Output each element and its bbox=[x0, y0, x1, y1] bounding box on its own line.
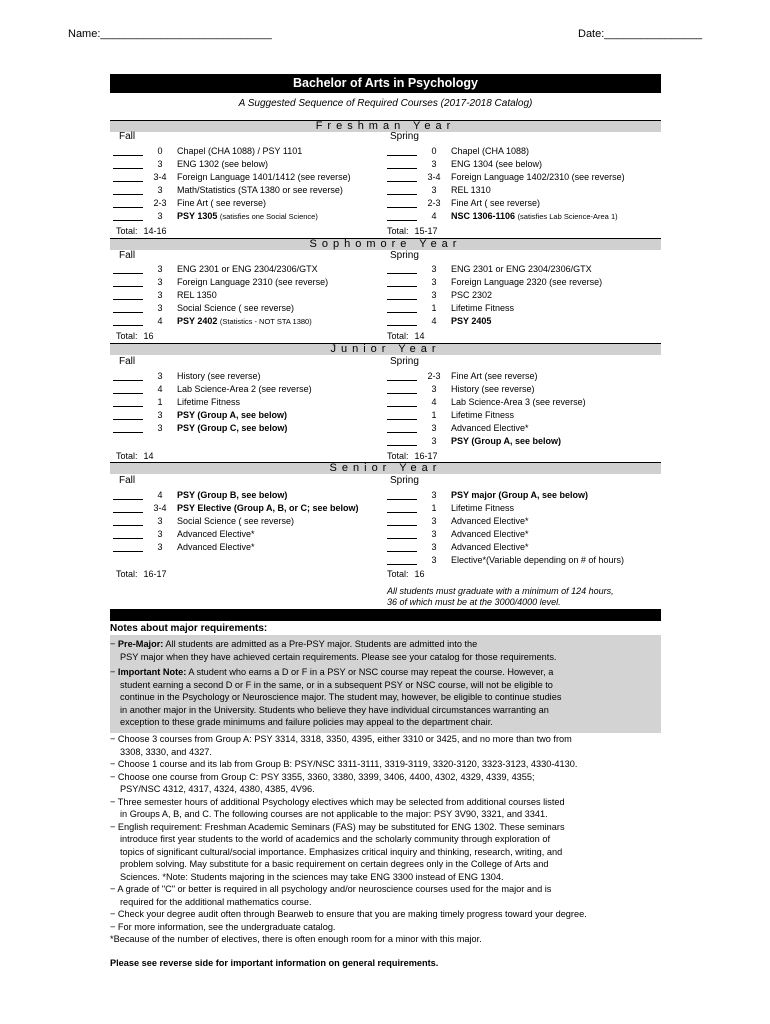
graduation-note bbox=[387, 586, 614, 608]
note-line: PSY/NSC 4312, 4317, 4324, 4380, 4385, 4V96. bbox=[120, 784, 315, 794]
credit-hours: 4 bbox=[431, 397, 437, 407]
course-name: PSY Elective (Group A, B, or C; see below) bbox=[177, 503, 359, 513]
course-name: Advanced Elective* bbox=[451, 529, 529, 539]
credit-hours: 4 bbox=[157, 490, 163, 500]
final-note: Please see reverse side for important information on general requirements. bbox=[110, 958, 439, 968]
grade-blank[interactable] bbox=[113, 489, 143, 500]
fall-total bbox=[116, 569, 167, 579]
year-header: Freshman Year bbox=[110, 120, 661, 132]
note-line: in another major in the University. Students who believe they have individual circumstances warranting an bbox=[120, 704, 549, 715]
credit-hours: 1 bbox=[431, 503, 437, 513]
credit-hours: 3-4 bbox=[427, 172, 441, 182]
grade-blank[interactable] bbox=[113, 396, 143, 407]
course-name: PSY (Group B, see below) bbox=[177, 490, 288, 500]
spring-label: Spring bbox=[390, 356, 419, 367]
grade-blank[interactable] bbox=[113, 502, 143, 513]
note-line: PSY major when they have achieved certain requirements. Please see your catalog for those requirements. bbox=[120, 651, 557, 662]
credit-hours: 0 bbox=[431, 146, 437, 156]
credit-hours: 3 bbox=[431, 185, 437, 195]
course-name: ENG 1304 (see below) bbox=[451, 159, 543, 169]
course-name: ENG 1302 (see below) bbox=[177, 159, 269, 169]
course-name: Advanced Elective* bbox=[451, 542, 529, 552]
important-label: Important Note: bbox=[117, 667, 187, 677]
grade-blank[interactable] bbox=[387, 158, 417, 169]
grade-blank[interactable] bbox=[387, 422, 417, 433]
course-name: Foreign Language 1401/1412 (see reverse) bbox=[177, 172, 351, 182]
credit-hours: 3-4 bbox=[153, 503, 167, 513]
fall-total bbox=[116, 451, 154, 461]
credit-hours: 3 bbox=[431, 490, 437, 500]
course-name: ENG 2301 or ENG 2304/2306/GTX bbox=[177, 264, 318, 274]
credit-hours: 1 bbox=[431, 410, 437, 420]
graduation-note-line: All students must graduate with a minimum of 124 hours, bbox=[387, 586, 614, 596]
grade-blank[interactable] bbox=[387, 145, 417, 156]
grade-blank[interactable] bbox=[113, 515, 143, 526]
note-line: exception to these grade minimums and failure policies may appeal to the department chair. bbox=[120, 717, 493, 727]
note-line: − Check your degree audit often through Bearweb to ensure that you are making timely progress toward your degree. bbox=[110, 909, 587, 919]
note-line: *Because of the number of electives, there is often enough room for a minor with this major. bbox=[110, 934, 482, 944]
grade-blank[interactable] bbox=[387, 184, 417, 195]
note-line: All students are admitted as a Pre-PSY major. Students are admitted into the bbox=[165, 639, 478, 649]
total-value: 16 bbox=[143, 331, 154, 341]
credit-hours: 1 bbox=[431, 303, 437, 313]
total-value: 14 bbox=[143, 451, 154, 461]
course-name: Social Science ( see reverse) bbox=[177, 303, 295, 313]
course-name: Foreign Language 2310 (see reverse) bbox=[177, 277, 329, 287]
premajor-label: Pre-Major: bbox=[117, 639, 164, 649]
fall-label: Fall bbox=[119, 250, 136, 261]
note-line: 3308, 3330, and 4327. bbox=[120, 746, 212, 757]
credit-hours: 3 bbox=[431, 542, 437, 552]
credit-hours: 3-4 bbox=[153, 172, 167, 182]
credit-hours: 4 bbox=[157, 316, 163, 326]
spring-total bbox=[387, 331, 425, 341]
total-value: 14-16 bbox=[143, 226, 167, 236]
course-name: Advanced Elective* bbox=[451, 516, 529, 526]
note-line: problem solving. May substitute for a basic requirement on certain degrees only in the College of Arts and bbox=[120, 859, 549, 869]
credit-hours: 4 bbox=[157, 384, 163, 394]
total-value: 16-17 bbox=[143, 569, 167, 579]
course-name: History (see reverse) bbox=[177, 371, 261, 381]
spring-total bbox=[387, 569, 425, 579]
grade-blank[interactable] bbox=[113, 422, 143, 433]
total-label: Total: bbox=[116, 569, 138, 579]
total-label: Total: bbox=[387, 331, 409, 341]
grade-blank[interactable] bbox=[387, 197, 417, 208]
total-value: 16-17 bbox=[414, 451, 438, 461]
grade-blank[interactable] bbox=[113, 171, 143, 182]
grade-blank[interactable] bbox=[387, 289, 417, 300]
credit-hours: 3 bbox=[157, 185, 163, 195]
grade-blank[interactable] bbox=[387, 435, 417, 446]
grade-blank[interactable] bbox=[387, 370, 417, 381]
course-name: Math/Statistics (STA 1380 or see reverse) bbox=[177, 185, 343, 195]
spring-label: Spring bbox=[390, 250, 419, 261]
credit-hours: 4 bbox=[431, 316, 437, 326]
credit-hours: 2-3 bbox=[427, 371, 441, 381]
grade-blank[interactable] bbox=[113, 541, 143, 552]
note-line: student earning a second D or F in the same, or in a subsequent PSY or NSC course, will not be eligible to bbox=[120, 679, 553, 690]
page-title: Bachelor of Arts in Psychology bbox=[110, 74, 661, 93]
course-name: Social Science ( see reverse) bbox=[177, 516, 295, 526]
credit-hours: 3 bbox=[431, 516, 437, 526]
course-name: PSY 2405 bbox=[451, 316, 492, 326]
course-name: PSY (Group A, see below) bbox=[177, 410, 288, 420]
course-name: Foreign Language 1402/2310 (see reverse) bbox=[451, 172, 625, 182]
credit-hours: 3 bbox=[431, 529, 437, 539]
course-name: PSY 1305 bbox=[177, 211, 218, 221]
course-name: Foreign Language 2320 (see reverse) bbox=[451, 277, 603, 287]
course-name: PSY (Group C, see below) bbox=[177, 423, 288, 433]
course-name: Fine Art ( see reverse) bbox=[177, 198, 267, 208]
name-field[interactable]: Name:____________________________ bbox=[68, 28, 272, 40]
credit-hours: 3 bbox=[157, 290, 163, 300]
notes-list bbox=[110, 733, 670, 946]
total-label: Total: bbox=[116, 331, 138, 341]
notes-divider bbox=[110, 609, 661, 621]
credit-hours: 3 bbox=[157, 423, 163, 433]
credit-hours: 3 bbox=[431, 436, 437, 446]
notes-title: Notes about major requirements: bbox=[110, 623, 268, 634]
grade-blank[interactable] bbox=[113, 145, 143, 156]
course-name: PSY (Group A, see below) bbox=[451, 436, 562, 446]
grade-blank[interactable] bbox=[387, 276, 417, 287]
course-name: ENG 2301 or ENG 2304/2306/GTX bbox=[451, 264, 592, 274]
note-line: required for the additional mathematics course. bbox=[120, 896, 312, 907]
course-note: (satisfies Lab Science-Area 1) bbox=[517, 212, 618, 221]
credit-hours: 3 bbox=[157, 211, 163, 221]
total-value: 14 bbox=[414, 331, 425, 341]
grade-blank[interactable] bbox=[113, 289, 143, 300]
total-label: Total: bbox=[387, 569, 409, 579]
grade-blank[interactable] bbox=[387, 502, 417, 513]
grade-blank[interactable] bbox=[113, 197, 143, 208]
fall-label: Fall bbox=[119, 356, 136, 367]
spring-label: Spring bbox=[390, 131, 419, 142]
note-line: continue in the Psychology or Neuroscience major. The student may, however, be eligible to continue studies bbox=[120, 692, 562, 702]
credit-hours: 3 bbox=[431, 290, 437, 300]
credit-hours: 4 bbox=[431, 211, 437, 221]
grade-blank[interactable] bbox=[387, 315, 417, 326]
grade-blank[interactable] bbox=[387, 489, 417, 500]
credit-hours: 2-3 bbox=[153, 198, 167, 208]
course-name: PSY major (Group A, see below) bbox=[451, 490, 589, 500]
grade-blank[interactable] bbox=[387, 171, 417, 182]
credit-hours: 3 bbox=[431, 555, 437, 565]
total-label: Total: bbox=[387, 451, 409, 461]
course-name: NSC 1306-1106 bbox=[451, 211, 516, 221]
course-name: Lab Science-Area 3 (see reverse) bbox=[451, 397, 586, 407]
credit-hours: 3 bbox=[157, 159, 163, 169]
grade-blank[interactable] bbox=[113, 210, 143, 221]
date-field[interactable]: Date:________________ bbox=[578, 28, 703, 40]
total-label: Total: bbox=[116, 451, 138, 461]
grade-blank[interactable] bbox=[387, 302, 417, 313]
credit-hours: 3 bbox=[431, 277, 437, 287]
note-line: − Three semester hours of additional Psychology electives which may be selected from additional courses listed bbox=[110, 796, 565, 807]
important-note: − Important Note: A student who earns a D or F in a PSY or NSC course may repeat the course. However, a student earning a second D or F in the same, or in a subsequent PSY or NSC course, will not be eligible to continue in the Psychology or Neuroscience major. The student may, however, be eligible to continue studies in another major in the University. Students who believe they have individual circumstances warranting an exception to these grade minimums and failure policies may appeal to the department chair. bbox=[110, 666, 670, 729]
course-name: Advanced Elective* bbox=[177, 529, 255, 539]
grade-blank[interactable] bbox=[387, 396, 417, 407]
course-name: REL 1350 bbox=[177, 290, 217, 300]
grade-blank[interactable] bbox=[387, 263, 417, 274]
fall-total bbox=[116, 226, 167, 236]
year-header: Sophomore Year bbox=[110, 238, 661, 250]
course-note: (Statistics - NOT STA 1380) bbox=[219, 317, 312, 326]
grade-blank[interactable] bbox=[387, 210, 417, 221]
course-name: PSC 2302 bbox=[451, 290, 493, 300]
note-line: − Choose 1 course and its lab from Group B: PSY/NSC 3311-3111, 3319-3119, 3320-3120, 3323-3123, 4330-4130. bbox=[110, 759, 578, 769]
course-name: PSY 2402 bbox=[177, 316, 218, 326]
note-line: in Groups A, B, and C. The following courses are not applicable to the major: PSY 3V90, 3321, and 3341. bbox=[120, 809, 548, 819]
course-name: Lifetime Fitness bbox=[177, 397, 241, 407]
note-line: topics of significant cultural/social importance. Emphasizes critical inquiry and thinking, research, writing, and bbox=[120, 846, 563, 857]
note-line: A student who earns a D or F in a PSY or NSC course may repeat the course. However, a bbox=[188, 667, 554, 677]
grade-blank[interactable] bbox=[113, 302, 143, 313]
credit-hours: 3 bbox=[431, 159, 437, 169]
fall-label: Fall bbox=[119, 475, 136, 486]
course-name: Chapel (CHA 1088) bbox=[451, 146, 530, 156]
graduation-note-line: 36 of which must be at the 3000/4000 level. bbox=[387, 597, 561, 607]
note-line: − Choose one course from Group C: PSY 3355, 3360, 3380, 3399, 3406, 4400, 4302, 4329, 4339, 4355; bbox=[110, 771, 535, 782]
course-name: History (see reverse) bbox=[451, 384, 535, 394]
spring-total bbox=[387, 226, 438, 236]
grade-blank[interactable] bbox=[113, 383, 143, 394]
credit-hours: 3 bbox=[157, 529, 163, 539]
grade-blank[interactable] bbox=[387, 409, 417, 420]
note-line: − Choose 3 courses from Group A: PSY 3314, 3318, 3350, 4395, either 3310 or 3425, and no more than two from bbox=[110, 734, 572, 744]
credit-hours: 3 bbox=[157, 303, 163, 313]
grade-blank[interactable] bbox=[113, 276, 143, 287]
course-name: Advanced Elective* bbox=[451, 423, 529, 433]
note-line: − A grade of "C" or better is required in all psychology and/or neuroscience courses used for the major and is bbox=[110, 884, 552, 894]
grade-blank[interactable] bbox=[113, 158, 143, 169]
course-note: (satisfies one Social Science) bbox=[219, 212, 318, 221]
course-name: Lab Science-Area 2 (see reverse) bbox=[177, 384, 312, 394]
grade-blank[interactable] bbox=[387, 515, 417, 526]
grade-blank[interactable] bbox=[113, 409, 143, 420]
credit-hours: 3 bbox=[157, 264, 163, 274]
year-header: Junior Year bbox=[110, 343, 661, 355]
year-header: Senior Year bbox=[110, 462, 661, 474]
premajor-note: − Pre-Major: All students are admitted as a Pre-PSY major. Students are admitted into the PSY major when they have achieved certain requirements. Please see your catalog for those requirements. bbox=[110, 638, 670, 663]
page-subtitle: A Suggested Sequence of Required Courses (2017-2018 Catalog) bbox=[238, 98, 533, 109]
grade-blank[interactable] bbox=[113, 184, 143, 195]
credit-hours: 3 bbox=[157, 516, 163, 526]
course-name: Chapel (CHA 1088) / PSY 1101 bbox=[177, 146, 303, 156]
note-line: − For more information, see the undergraduate catalog. bbox=[110, 921, 336, 932]
credit-hours: 3 bbox=[157, 277, 163, 287]
course-name: REL 1310 bbox=[451, 185, 491, 195]
credit-hours: 0 bbox=[157, 146, 163, 156]
course-name: Lifetime Fitness bbox=[451, 410, 515, 420]
grade-blank[interactable] bbox=[113, 263, 143, 274]
total-value: 16 bbox=[414, 569, 425, 579]
credit-hours: 1 bbox=[157, 397, 163, 407]
course-name: Fine Art ( see reverse) bbox=[451, 198, 541, 208]
course-name: Lifetime Fitness bbox=[451, 303, 515, 313]
course-name: Fine Art (see reverse) bbox=[451, 371, 538, 381]
note-line: Sciences. *Note: Students majoring in the sciences may take ENG 3300 instead of ENG 1304. bbox=[120, 871, 504, 882]
grade-blank[interactable] bbox=[387, 528, 417, 539]
spring-total bbox=[387, 451, 438, 461]
note-line: − English requirement: Freshman Academic Seminars (FAS) may be substituted for ENG 1302. These seminars bbox=[110, 821, 565, 832]
total-label: Total: bbox=[387, 226, 409, 236]
course-name: Advanced Elective* bbox=[177, 542, 255, 552]
course-name: Lifetime Fitness bbox=[451, 503, 515, 513]
credit-hours: 3 bbox=[431, 264, 437, 274]
course-name: Elective*(Variable depending on # of hours) bbox=[451, 555, 624, 565]
grade-blank[interactable] bbox=[387, 383, 417, 394]
grade-blank[interactable] bbox=[387, 541, 417, 552]
grade-blank[interactable] bbox=[113, 370, 143, 381]
credit-hours: 3 bbox=[157, 542, 163, 552]
grade-blank[interactable] bbox=[113, 315, 143, 326]
total-value: 15-17 bbox=[414, 226, 438, 236]
credit-hours: 3 bbox=[431, 423, 437, 433]
spring-label: Spring bbox=[390, 475, 419, 486]
fall-total bbox=[116, 331, 154, 341]
credit-hours: 2-3 bbox=[427, 198, 441, 208]
grade-blank[interactable] bbox=[387, 554, 417, 565]
credit-hours: 3 bbox=[157, 410, 163, 420]
note-line: introduce first year students to the world of academics and the scholarly community through exploration of bbox=[120, 834, 550, 844]
credit-hours: 3 bbox=[157, 371, 163, 381]
total-label: Total: bbox=[116, 226, 138, 236]
grade-blank[interactable] bbox=[113, 528, 143, 539]
credit-hours: 3 bbox=[431, 384, 437, 394]
fall-label: Fall bbox=[119, 131, 136, 142]
